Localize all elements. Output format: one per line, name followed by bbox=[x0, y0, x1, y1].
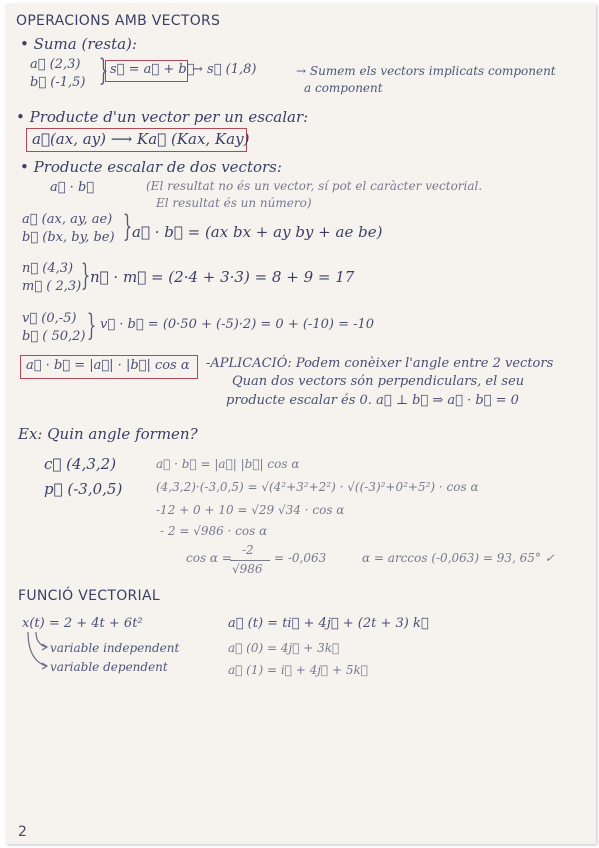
vectorial-a1: a⃗ (1) = i⃗ + 4j⃗ + 5k⃗ bbox=[228, 663, 368, 677]
dot-heading: • Producte escalar de dos vectors: bbox=[20, 158, 282, 176]
angle-question: Ex: Quin angle formen? bbox=[18, 425, 198, 443]
angle-vector-p: p⃗ (-3,0,5) bbox=[44, 480, 123, 498]
label-independent-variable: variable independent bbox=[50, 641, 180, 655]
angle-note-2: Quan dos vectors són perpendiculars, el seu bbox=[232, 374, 525, 389]
angle-cos-numerator: -2 bbox=[242, 543, 254, 557]
sum-vector-b: b⃗ (-1,5) bbox=[30, 75, 86, 90]
angle-step-4: - 2 = √986 · cos α bbox=[160, 524, 268, 538]
scalar-heading: • Producte d'un vector per un escalar: bbox=[16, 108, 309, 126]
label-dependent-variable: variable dependent bbox=[50, 660, 168, 674]
page-title: OPERACIONS AMB VECTORS bbox=[16, 13, 221, 29]
angle-formula: a⃗ · b⃗ = |a⃗| · |b⃗| cos α bbox=[26, 358, 190, 373]
page-number: 2 bbox=[18, 824, 27, 840]
angle-step-2: (4,3,2)·(-3,0,5) = √(4²+3²+2²) · √((-3)²+0²+5²) · cos α bbox=[156, 480, 479, 494]
angle-result: α = arccos (-0,063) = 93, 65° ✓ bbox=[362, 551, 555, 565]
sum-formula: s⃗ = a⃗ + b⃗ bbox=[110, 62, 195, 77]
scalar-formula: a⃗(ax, ay) ⟶ Ka⃗ (Kax, Kay) bbox=[32, 130, 250, 148]
dot-example2-a: v⃗ (0,-5) bbox=[22, 311, 77, 326]
dot-example1-a: n⃗ (4,3) bbox=[22, 261, 74, 276]
dot-general-b: b⃗ (bx, by, be) bbox=[22, 230, 115, 245]
sum-result: → s⃗ (1,8) bbox=[192, 62, 257, 77]
angle-cos-denominator: √986 bbox=[232, 562, 263, 576]
vectorial-at: a⃗ (t) = ti⃗ + 4j⃗ + (2t + 3) k⃗ bbox=[228, 616, 429, 631]
vectorial-heading: FUNCIÓ VECTORIAL bbox=[18, 588, 160, 604]
vectorial-a0: a⃗ (0) = 4j⃗ + 3k⃗ bbox=[228, 641, 340, 655]
dot-general-brace: } bbox=[122, 209, 133, 244]
angle-cos-value: = -0,063 bbox=[274, 551, 327, 565]
sum-heading: • Suma (resta): bbox=[20, 35, 137, 53]
sum-brace: } bbox=[98, 53, 109, 88]
dot-example1-b: m⃗ ( 2,3) bbox=[22, 279, 82, 294]
notebook-page bbox=[6, 4, 596, 844]
angle-fraction-bar bbox=[230, 560, 270, 561]
dot-example1-formula: n⃗ · m⃗ = (2·4 + 3·3) = 8 + 9 = 17 bbox=[90, 268, 355, 286]
angle-vector-c: c⃗ (4,3,2) bbox=[44, 455, 117, 473]
dot-example2-formula: v⃗ · b⃗ = (0·50 + (-5)·2) = 0 + (-10) = -10 bbox=[100, 317, 375, 332]
vectorial-function: x(t) = 2 + 4t + 6t² bbox=[22, 616, 143, 631]
dot-example1-brace: } bbox=[80, 258, 91, 293]
angle-note-3: producte escalar és 0. a⃗ ⊥ b⃗ ⇒ a⃗ · b⃗ = 0 bbox=[226, 393, 519, 408]
dot-general-a: a⃗ (ax, ay, ae) bbox=[22, 212, 113, 227]
angle-step-3: -12 + 0 + 10 = √29 √34 · cos α bbox=[156, 503, 345, 517]
dot-example2-b: b⃗ ( 50,2) bbox=[22, 329, 86, 344]
sum-vector-a: a⃗ (2,3) bbox=[30, 57, 81, 72]
dot-notation: a⃗ · b⃗ bbox=[50, 180, 95, 195]
angle-cos-label: cos α = bbox=[186, 551, 232, 565]
dot-remark-1: (El resultat no és un vector, sí pot el caràcter vectorial. bbox=[146, 179, 483, 193]
dot-general-formula: a⃗ · b⃗ = (ax bx + ay by + ae be) bbox=[132, 223, 383, 241]
angle-step-1: a⃗ · b⃗ = |a⃗| |b⃗| cos α bbox=[156, 457, 300, 471]
dot-example2-brace: } bbox=[86, 308, 97, 343]
sum-note-1: → Sumem els vectors implicats component bbox=[296, 64, 556, 78]
sum-note-2: a component bbox=[304, 81, 383, 95]
angle-note-1: -APLICACIÓ: Podem conèixer l'angle entre 2 vectors bbox=[206, 356, 554, 371]
dot-remark-2: El resultat és un número) bbox=[156, 196, 312, 210]
